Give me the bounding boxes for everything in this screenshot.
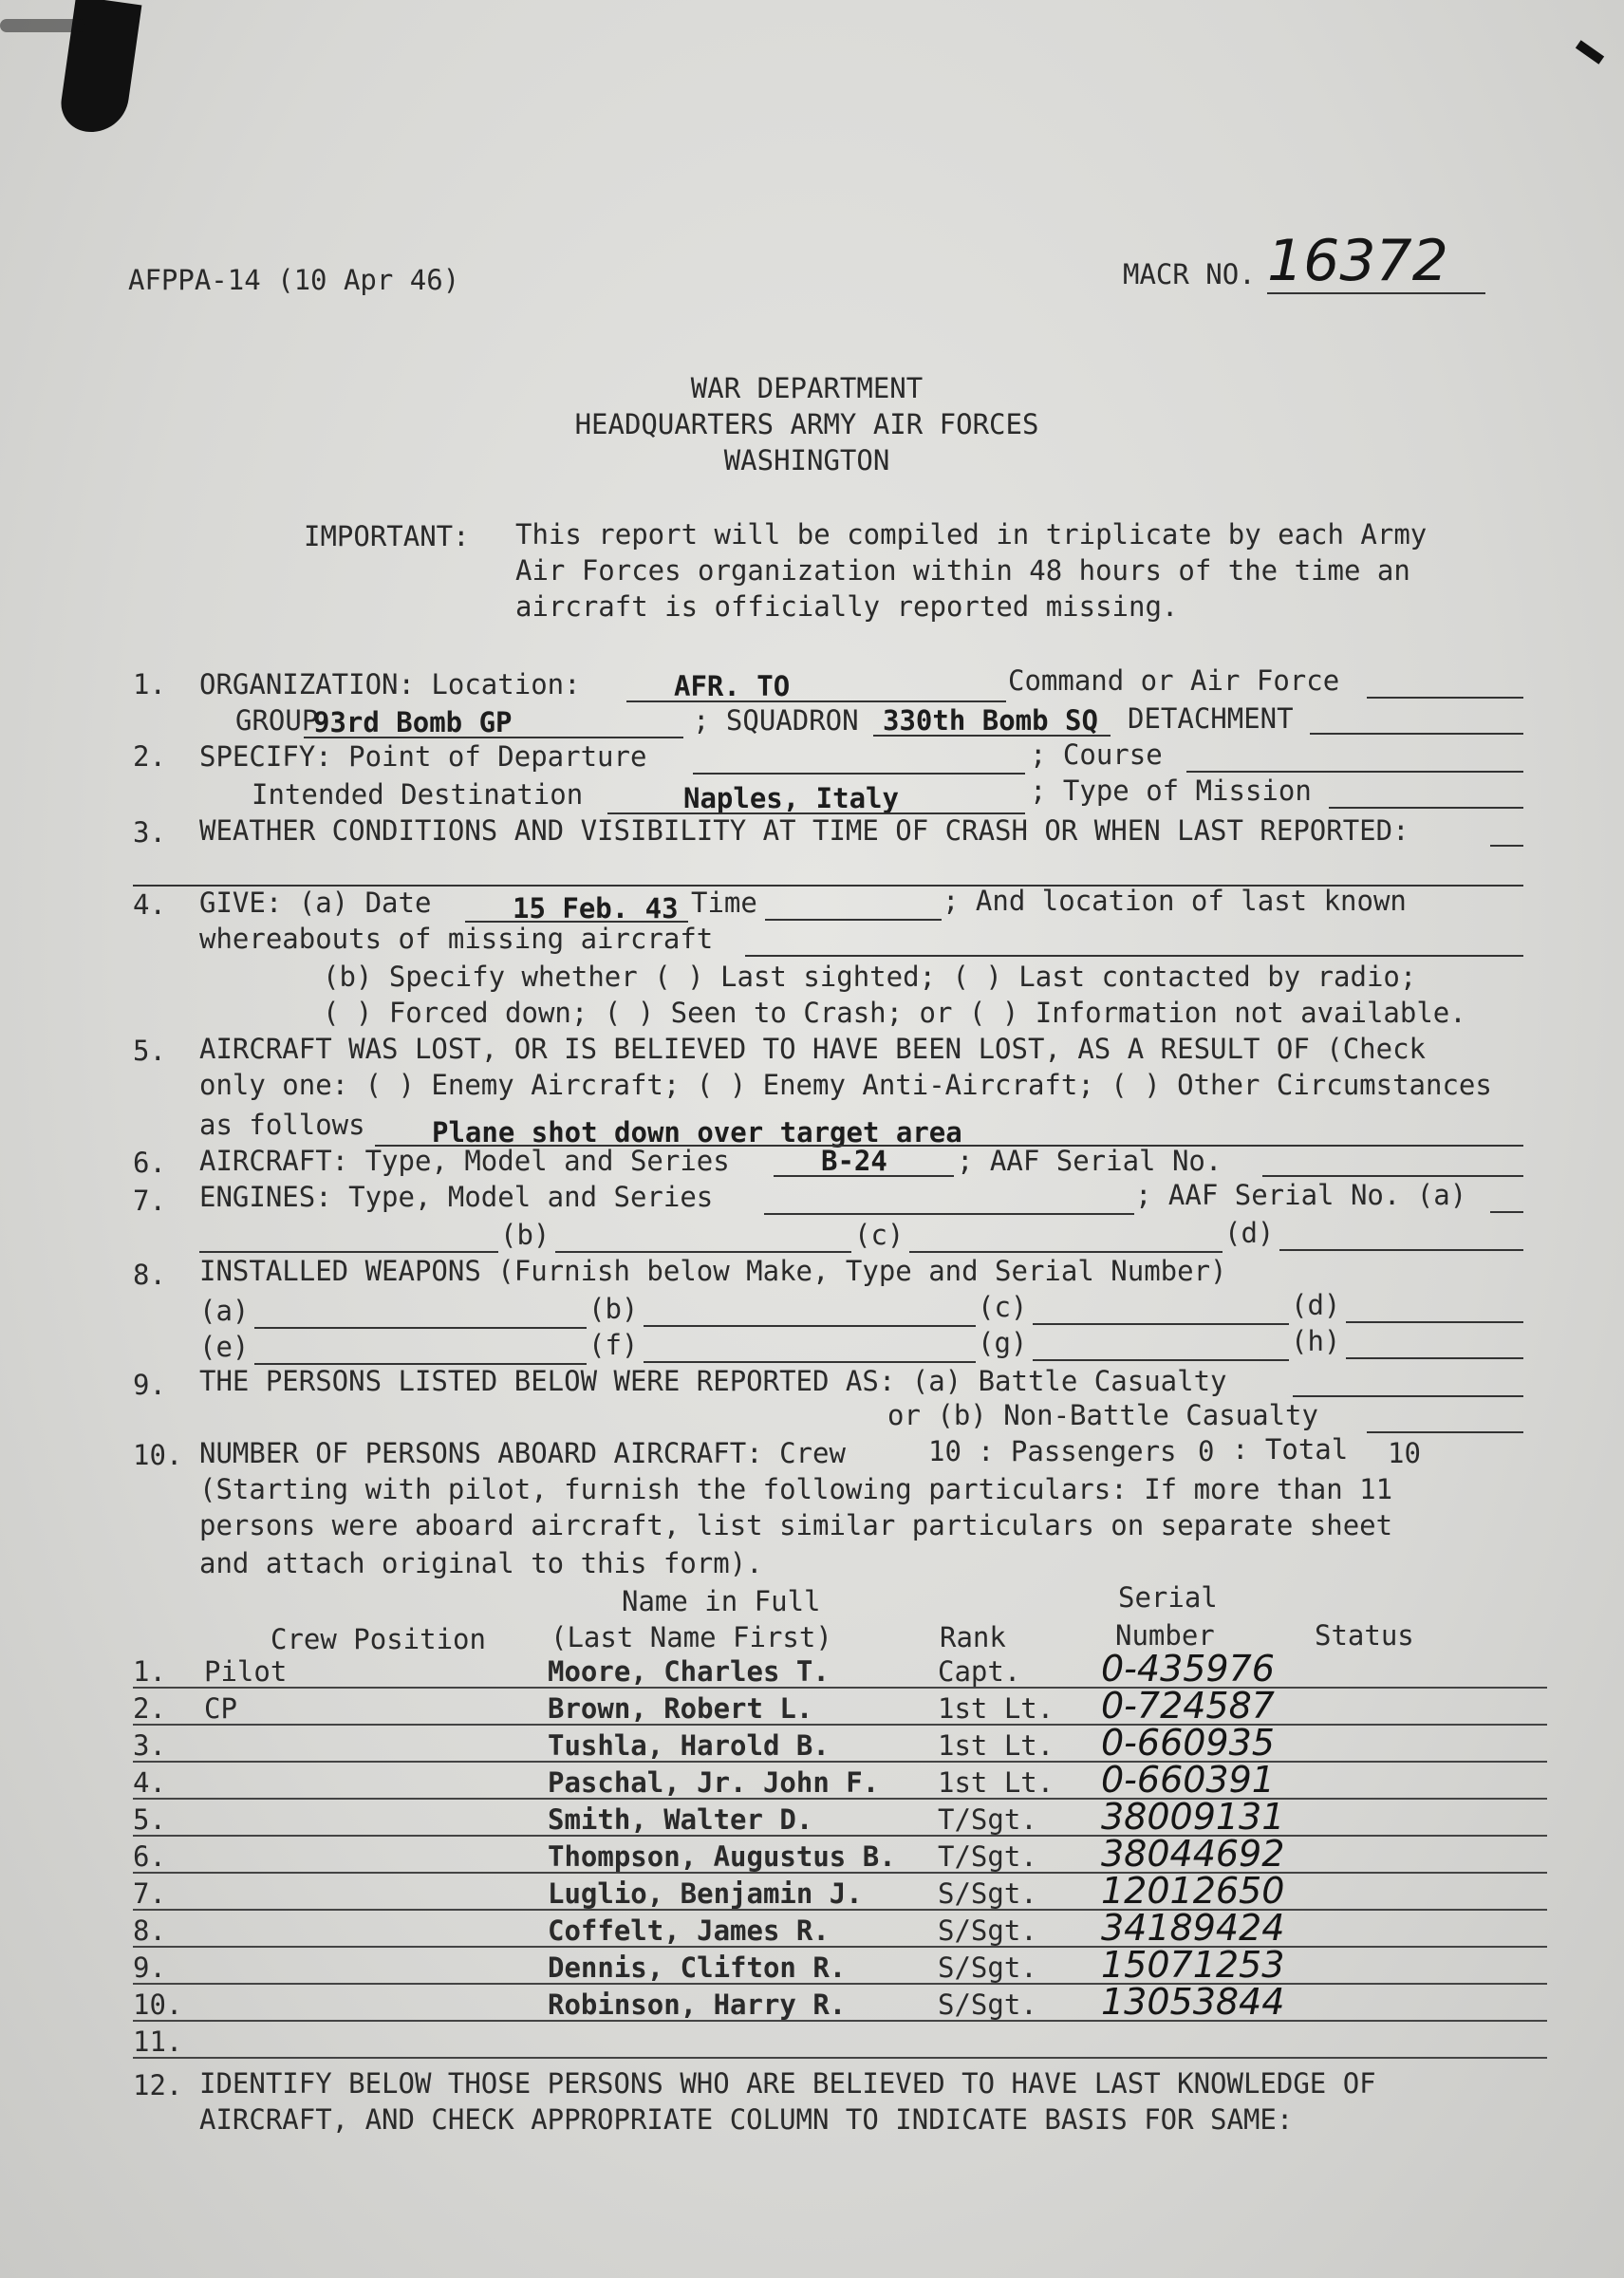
mission-line	[1329, 778, 1523, 809]
row-number: 6.	[133, 1840, 166, 1873]
time-label: Time	[691, 887, 757, 919]
weapon-a-label: (a)	[199, 1295, 250, 1327]
item10-line2: (Starting with pilot, furnish the following particulars: If more than 11	[199, 1473, 1393, 1505]
item10-line4: and attach original to this form).	[199, 1547, 763, 1579]
crew-rank-cell: 1st Lt.	[938, 1766, 1055, 1799]
crew-serial-cell: 38044692	[1101, 1833, 1285, 1875]
macr-number: 16372	[1267, 228, 1448, 294]
item5-line2: only one: ( ) Enemy Aircraft; ( ) Enemy Anti-Aircraft; ( ) Other Circumstances	[199, 1069, 1492, 1101]
destination-value: Naples, Italy	[683, 782, 899, 814]
command-label: Command or Air Force	[1008, 664, 1340, 697]
row-number: 1.	[133, 1655, 166, 1688]
passengers-count: 0	[1198, 1435, 1215, 1467]
item7-num: 7.	[133, 1185, 166, 1217]
destination-label: Intended Destination	[252, 778, 584, 811]
squadron-value: 330th Bomb SQ	[883, 704, 1098, 737]
row-number: 2.	[133, 1692, 166, 1725]
crew-name-cell: Robinson, Harry R.	[548, 1989, 847, 2021]
crew-rank-cell: S/Sgt.	[938, 1989, 1037, 2021]
crew-serial-cell: 38009131	[1101, 1796, 1285, 1838]
crew-serial-cell: 13053844	[1101, 1981, 1285, 2023]
crew-serial-cell: 34189424	[1101, 1907, 1285, 1949]
detachment-line	[1310, 704, 1523, 735]
important-line1: This report will be compiled in triplicate by each Army	[515, 518, 1428, 551]
weather-line-2	[133, 856, 1523, 887]
weather-line	[1490, 816, 1523, 847]
squadron-line	[873, 706, 1111, 737]
header-number: Number	[1115, 1619, 1215, 1652]
group-value: 93rd Bomb GP	[313, 706, 513, 738]
group-label: GROUP	[235, 704, 319, 737]
row-number: 11.	[133, 2026, 183, 2058]
crew-name-cell: Thompson, Augustus B.	[548, 1840, 896, 1873]
crew-count: 10	[928, 1435, 961, 1467]
time-line	[765, 890, 942, 921]
crew-rank-cell: T/Sgt.	[938, 1840, 1037, 1873]
item10-num: 10.	[133, 1439, 183, 1471]
crew-rank-cell: 1st Lt.	[938, 1729, 1055, 1762]
weapon-g-line	[1033, 1331, 1289, 1361]
crew-serial-cell: 0-660935	[1101, 1722, 1275, 1764]
engine-serial-label: ; AAF Serial No. (a)	[1135, 1179, 1467, 1211]
important-label: IMPORTANT:	[304, 520, 470, 552]
weapon-g-label: (g)	[978, 1327, 1028, 1359]
engine-b-label: (b)	[500, 1219, 551, 1251]
title-war-department: WAR DEPARTMENT	[690, 372, 924, 404]
crew-name-cell: Coffelt, James R.	[548, 1914, 830, 1947]
date-line	[465, 892, 688, 923]
item3-num: 3.	[133, 816, 166, 849]
crew-rank-cell: S/Sgt.	[938, 1877, 1037, 1910]
row-number: 8.	[133, 1914, 166, 1947]
item5-num: 5.	[133, 1035, 166, 1067]
aircraft-serial-label: ; AAF Serial No.	[957, 1145, 1223, 1177]
item4-line2: whereabouts of missing aircraft	[199, 923, 714, 955]
row-number: 4.	[133, 1766, 166, 1799]
macr-number-line	[1267, 264, 1485, 294]
weapon-f-line	[644, 1333, 976, 1363]
macr-label: MACR NO.	[1123, 258, 1256, 290]
weapon-c-label: (c)	[978, 1291, 1028, 1323]
item4-b-line2: ( ) Forced down; ( ) Seen to Crash; or ( ) Information not available.	[323, 997, 1466, 1029]
destination-line	[607, 784, 1025, 814]
important-line2: Air Forces organization within 48 hours of the time an	[515, 554, 1410, 587]
group-line	[304, 708, 683, 738]
mission-label: ; Type of Mission	[1030, 775, 1312, 807]
item7-label: ENGINES: Type, Model and Series	[199, 1181, 714, 1213]
item4-num: 4.	[133, 888, 166, 921]
item5-line3-label: as follows	[199, 1109, 365, 1141]
weapon-e-line	[254, 1335, 587, 1365]
location-value: AFR. TO	[674, 670, 791, 702]
item2-label: SPECIFY: Point of Departure	[199, 740, 647, 773]
item5-line1: AIRCRAFT WAS LOST, OR IS BELIEVED TO HAVE BEEN LOST, AS A RESULT OF (Check	[199, 1033, 1427, 1065]
engine-serial-a-line	[1490, 1183, 1523, 1213]
whereabouts-line	[745, 926, 1523, 957]
item4-label: GIVE: (a) Date	[199, 887, 432, 919]
item2-num: 2.	[133, 740, 166, 773]
engine-d-line	[1279, 1221, 1523, 1251]
item3-label: WEATHER CONDITIONS AND VISIBILITY AT TIME OF CRASH OR WHEN LAST REPORTED:	[199, 814, 1409, 847]
circumstances-line	[375, 1116, 1523, 1147]
row-number: 7.	[133, 1877, 166, 1910]
engine-pre-b-line	[199, 1223, 498, 1253]
squadron-label: ; SQUADRON	[693, 704, 859, 737]
passengers-label: : Passengers	[978, 1435, 1177, 1467]
crew-name-cell: Tushla, Harold B.	[548, 1729, 830, 1762]
title-hq-aaf: HEADQUARTERS ARMY AIR FORCES	[574, 408, 1039, 440]
crew-serial-cell: 12012650	[1101, 1870, 1285, 1912]
crew-name-cell: Luglio, Benjamin J.	[548, 1877, 863, 1910]
table-row-line	[133, 1724, 1547, 1726]
crew-name-cell: Brown, Robert L.	[548, 1692, 813, 1725]
weapon-e-label: (e)	[199, 1331, 250, 1363]
total-label: : Total	[1232, 1433, 1349, 1466]
engine-b-line	[555, 1223, 851, 1253]
item1-label: ORGANIZATION: Location:	[199, 668, 581, 700]
crew-name-cell: Dennis, Clifton R.	[548, 1951, 847, 1984]
crew-name-cell: Smith, Walter D.	[548, 1803, 813, 1836]
crew-rank-cell: S/Sgt.	[938, 1914, 1037, 1947]
weapon-b-line	[644, 1297, 976, 1327]
weapon-h-label: (h)	[1291, 1325, 1341, 1357]
total-count: 10	[1388, 1437, 1421, 1469]
table-row-line	[133, 1946, 1547, 1948]
table-row-line	[133, 1835, 1547, 1837]
item10-line3: persons were aboard aircraft, list similar particulars on separate sheet	[199, 1509, 1393, 1541]
item12-num: 12.	[133, 2069, 183, 2101]
weapon-d-label: (d)	[1291, 1289, 1341, 1321]
crew-name-cell: Moore, Charles T.	[548, 1655, 830, 1688]
weapon-f-label: (f)	[588, 1329, 639, 1361]
crew-rank-cell: Capt.	[938, 1655, 1021, 1688]
header-crew-position: Crew Position	[271, 1623, 486, 1655]
battle-casualty-line	[1293, 1367, 1523, 1397]
ink-blot-mark	[0, 19, 85, 32]
aircraft-serial-line	[1262, 1147, 1523, 1177]
crew-serial-cell: 0-660391	[1101, 1759, 1275, 1801]
row-number: 3.	[133, 1729, 166, 1762]
form-id: AFPPA-14 (10 Apr 46)	[128, 264, 460, 296]
crew-serial-cell: 15071253	[1101, 1944, 1285, 1986]
crew-rank-cell: S/Sgt.	[938, 1951, 1037, 1984]
weapon-c-line	[1033, 1295, 1289, 1325]
row-number: 10.	[133, 1989, 183, 2021]
weapon-h-line	[1346, 1329, 1523, 1359]
crew-rank-cell: 1st Lt.	[938, 1692, 1055, 1725]
header-status: Status	[1315, 1619, 1414, 1652]
item9-num: 9.	[133, 1369, 166, 1401]
item10-label: NUMBER OF PERSONS ABOARD AIRCRAFT: Crew	[199, 1437, 846, 1469]
weapon-b-label: (b)	[588, 1293, 639, 1325]
header-rank: Rank	[940, 1621, 1006, 1653]
table-row-line	[133, 1761, 1547, 1763]
header-name: (Last Name First)	[551, 1621, 832, 1653]
item8-label: INSTALLED WEAPONS (Furnish below Make, Type and Serial Number)	[199, 1255, 1227, 1287]
item9-label: THE PERSONS LISTED BELOW WERE REPORTED AS: (a) Battle Casualty	[199, 1365, 1227, 1397]
table-row-line	[133, 1687, 1547, 1689]
item12-line2: AIRCRAFT, AND CHECK APPROPRIATE COLUMN TO INDICATE BASIS FOR SAME:	[199, 2103, 1294, 2136]
course-label: ; Course	[1030, 738, 1163, 771]
aircraft-type-line	[774, 1147, 954, 1177]
item9-line2: or (b) Non-Battle Casualty	[887, 1399, 1318, 1431]
crew-serial-cell: 0-724587	[1101, 1685, 1275, 1727]
weapon-d-line	[1346, 1293, 1523, 1323]
header-name-top: Name in Full	[622, 1585, 821, 1617]
departure-line	[693, 744, 1025, 775]
item6-label: AIRCRAFT: Type, Model and Series	[199, 1145, 730, 1177]
header-serial-top: Serial	[1118, 1581, 1218, 1614]
weapon-a-line	[254, 1298, 587, 1329]
crew-rank-cell: T/Sgt.	[938, 1803, 1037, 1836]
crew-position-cell: Pilot	[204, 1655, 288, 1688]
engine-c-label: (c)	[854, 1219, 905, 1251]
important-line3: aircraft is officially reported missing.	[515, 590, 1179, 623]
detachment-label: DETACHMENT	[1128, 702, 1294, 735]
non-battle-casualty-line	[1367, 1403, 1523, 1433]
location-line	[626, 672, 1006, 702]
circumstances-value: Plane shot down over target area	[432, 1116, 962, 1148]
title-washington: WASHINGTON	[723, 444, 890, 476]
crew-position-cell: CP	[204, 1692, 237, 1725]
engine-type-line	[764, 1185, 1134, 1215]
crew-serial-cell: 0-435976	[1101, 1648, 1275, 1690]
last-location-label: ; And location of last known	[943, 885, 1407, 917]
date-value: 15 Feb. 43	[513, 892, 679, 924]
item1-num: 1.	[133, 668, 166, 700]
aircraft-type-value: B-24	[821, 1145, 887, 1177]
command-line	[1367, 668, 1523, 699]
engine-d-label: (d)	[1224, 1217, 1275, 1249]
crew-name-cell: Paschal, Jr. John F.	[548, 1766, 880, 1799]
engine-c-line	[909, 1223, 1223, 1253]
ink-speck-mark	[1576, 40, 1604, 64]
item6-num: 6.	[133, 1147, 166, 1179]
item8-num: 8.	[133, 1259, 166, 1291]
row-number: 5.	[133, 1803, 166, 1836]
table-row-line	[133, 2057, 1547, 2059]
item12-line1: IDENTIFY BELOW THOSE PERSONS WHO ARE BELIEVED TO HAVE LAST KNOWLEDGE OF	[199, 2067, 1376, 2100]
course-line	[1186, 742, 1523, 773]
row-number: 9.	[133, 1951, 166, 1984]
item4-b-line1: (b) Specify whether ( ) Last sighted; ( ) Last contacted by radio;	[323, 961, 1417, 993]
